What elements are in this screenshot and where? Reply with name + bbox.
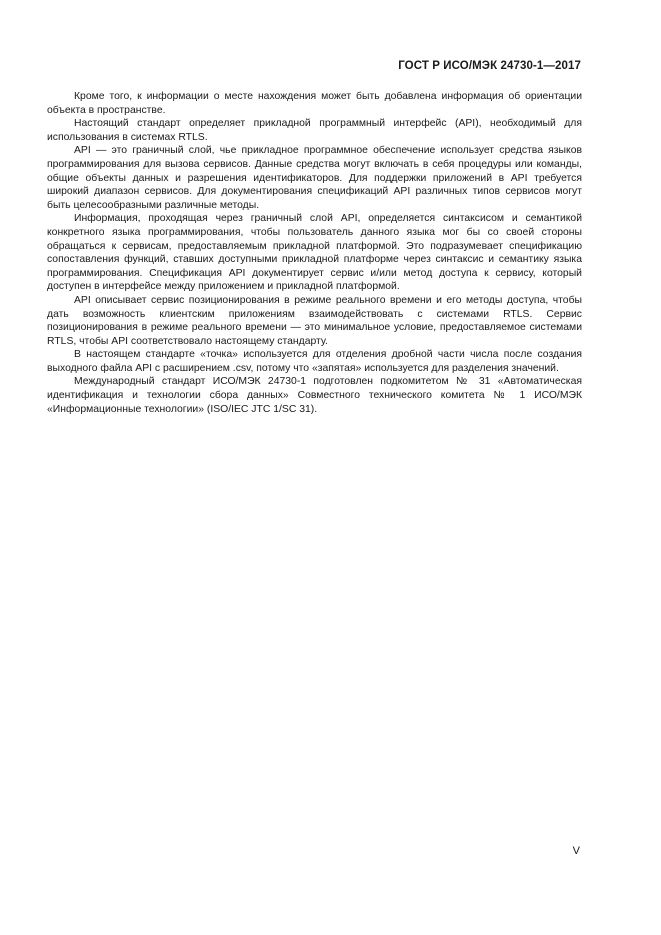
paragraph-api-definition: API — это граничный слой, чье прикладное программное обеспечение использует средства языков программирования для вызова сервисов. Данные средства могут включать в себя процедуры или команды, общие объекты данных и разрешения идентификаторов. Для поддержки приложений в API требуется широкий диапазон сервисов. Для документирования спецификаций API различных типов сервисов могут быть целесообразными различные методы. [47,145,582,211]
paragraph-decimal-point: В настоящем стандарте «точка» используется для отделения дробной части числа после создания выходного файла API с расширением .csv, потому что «запятая» используется для разделения значений. [47,349,582,374]
paragraph-api-rtls-service: API описывает сервис позиционирования в режиме реального времени и его методы доступа, чтобы дать возможность клиентским приложениям взаимодействовать с системами RTLS. Сервис позиционирования в режиме реального времени — это минимальное условие, предоставляемое системами RTLS, чтобы API соответствовало настоящему стандарту. [47,294,582,347]
page-number: V [572,845,580,857]
paragraph-api-boundary: Информация, проходящая через граничный слой API, определяется синтаксисом и семантикой конкретного языка программирования, чтобы пользователь данного языка мог бы со своей стороны обращаться к сервисам, предоставляемым прикладной платформой. Это подразумевает спецификацию сопоставления функций, ставших доступными прикладной платформе через синтаксис и семантику языка программирования. Спецификация API документирует сервис и/или метод доступа к сервису, который доступен в интерфейсе между приложением и прикладной платформой. [47,213,582,293]
paragraph-standard-scope: Настоящий стандарт определяет прикладной программный интерфейс (API), необходимый для использования в системах RTLS. [47,118,582,143]
paragraph-orientation: Кроме того, к информации о месте нахождения может быть добавлена информация об ориентации объекта в пространстве. [47,91,582,116]
document-header: ГОСТ Р ИСО/МЭК 24730-1—2017 [398,60,581,72]
document-body [47,90,582,416]
paragraph-committee: Международный стандарт ИСО/МЭК 24730-1 подготовлен подкомитетом № 31 «Автоматическая идентификация и технологии сбора данных» Совместного технического комитета № 1 ИСО/МЭК «Информационные технологии» (ISO/IEC JTC 1/SC 31). [47,376,582,415]
